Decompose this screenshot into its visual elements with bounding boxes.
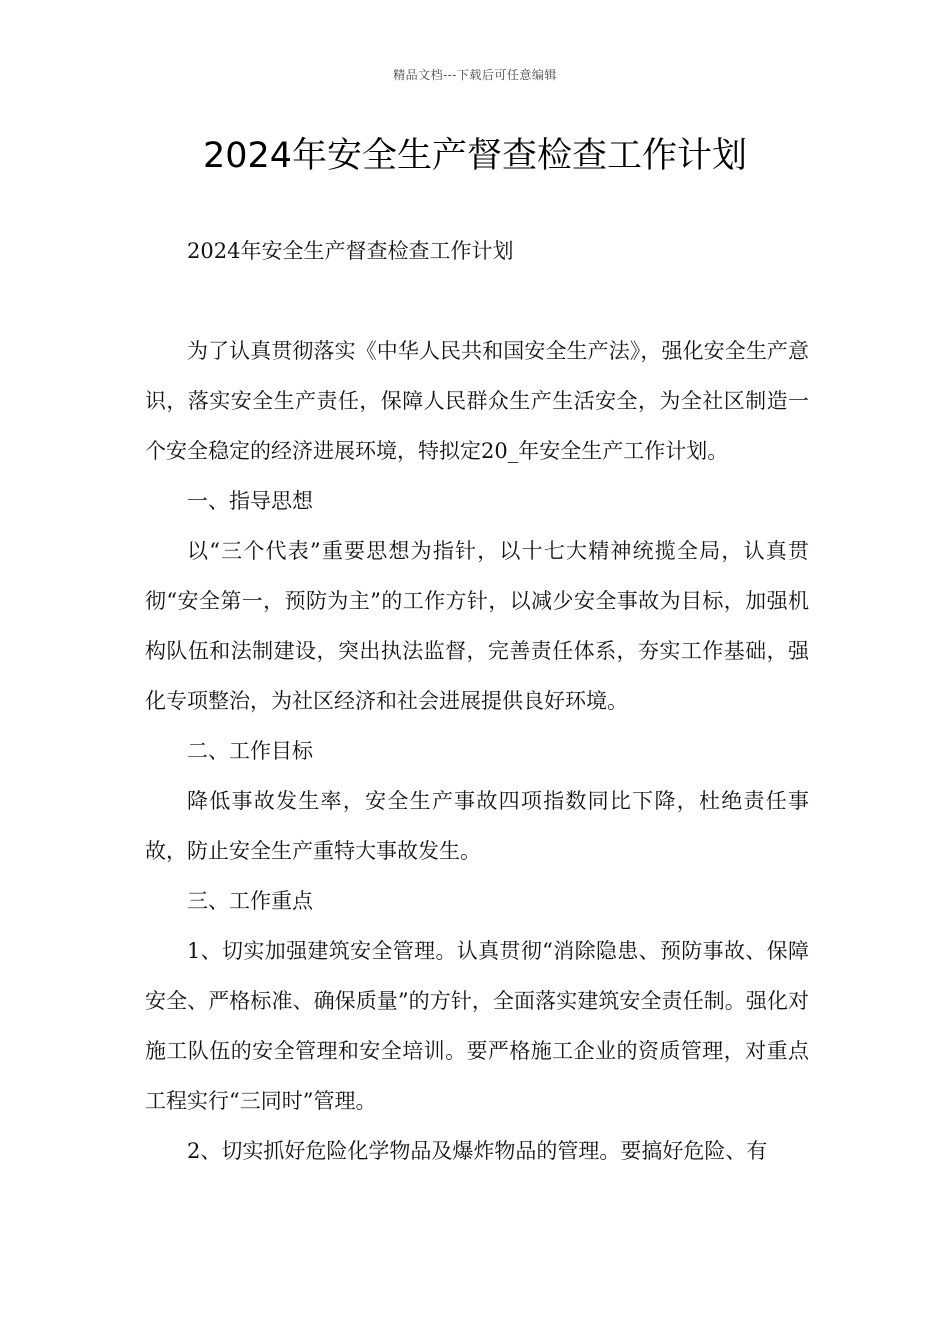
work-focus-item-2: 2、切实抓好危险化学物品及爆炸物品的管理。要搞好危险、有 [187, 1139, 768, 1163]
work-focus-item-1: 1、切实加强建筑安全管理。认真贯彻“消除隐患、预防事故、保障安全、严格标准、确保质量”的方针，全面落实建筑安全责任制。强化对施工队伍的安全管理和安全培训。要严格施工企业的资质管理，对重点工程实行“三同时”管理。 [145, 939, 809, 1113]
document-subtitle: 2024年安全生产督查检查工作计划 [187, 239, 514, 263]
section-heading-work-focus: 三、工作重点 [187, 889, 313, 913]
section-body-guiding-ideology: 以“三个代表”重要思想为指针，以十七大精神统揽全局，认真贯彻“安全第一，预防为主”的工作方针，以减少安全事故为目标，加强机构队伍和法制建设，突出执法监督，完善责任体系，夯实工作基础，强化专项整治，为社区经济和社会进展提供良好环境。 [145, 539, 809, 713]
document-body [145, 226, 809, 1176]
section-heading-work-goals: 二、工作目标 [187, 739, 313, 763]
page-header-note: 精品文档---下载后可任意编辑 [393, 68, 557, 82]
blank-line [145, 276, 809, 326]
intro-paragraph: 为了认真贯彻落实《中华人民共和国安全生产法》，强化安全生产意识，落实安全生产责任，保障人民群众生产生活安全，为全社区制造一个安全稳定的经济进展环境，特拟定20_年安全生产工作计划。 [145, 339, 809, 463]
section-heading-guiding-ideology: 一、指导思想 [187, 489, 313, 513]
section-body-work-goals: 降低事故发生率，安全生产事故四项指数同比下降，杜绝责任事故，防止安全生产重特大事故发生。 [145, 789, 809, 863]
document-title: 2024年安全生产督查检查工作计划 [202, 136, 748, 176]
